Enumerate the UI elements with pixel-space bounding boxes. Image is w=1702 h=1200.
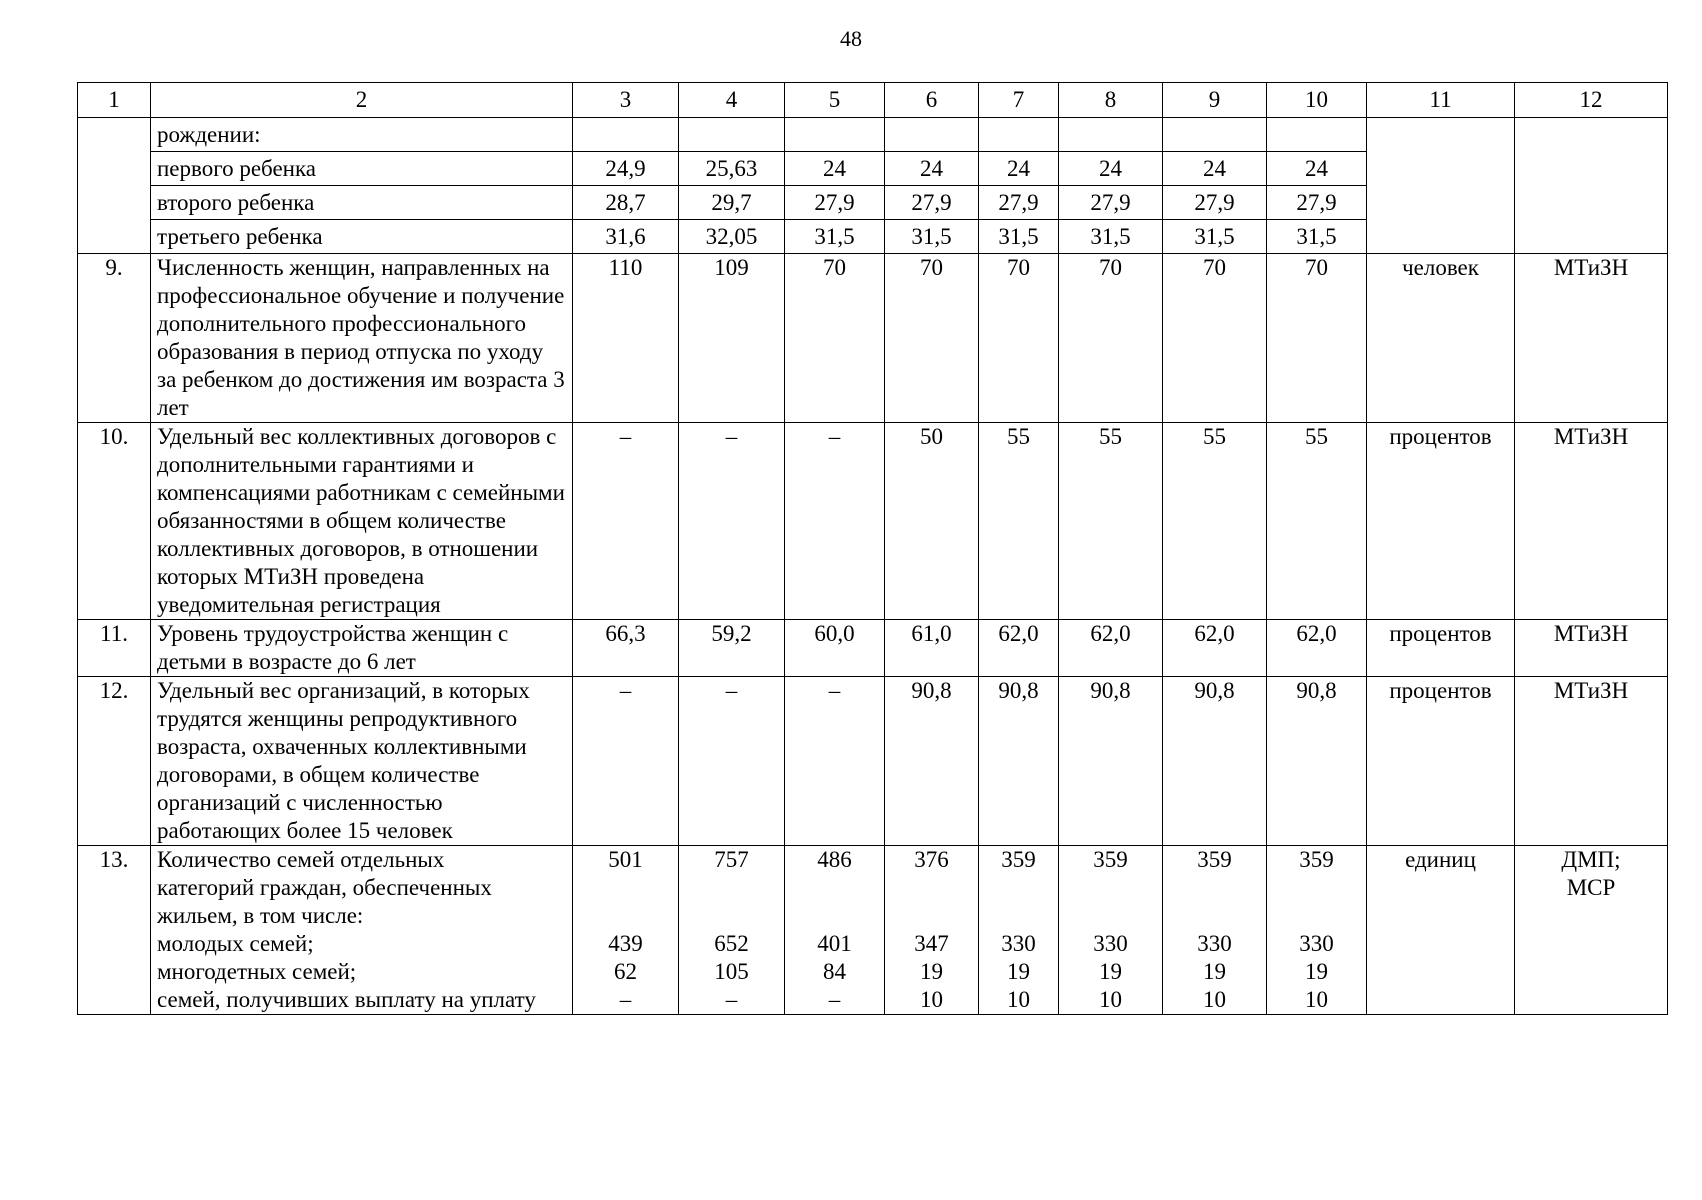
table-row: [78, 846, 1668, 1015]
value-lines: [791, 846, 878, 1014]
description-line: Количество семей отдельных: [157, 847, 445, 872]
value-cell: 62,0: [1059, 620, 1163, 677]
column-number-cell: 8: [1059, 83, 1163, 118]
column-number-cell: 6: [885, 83, 979, 118]
executor-cell: МТиЗН: [1515, 620, 1668, 677]
value-line: [791, 874, 878, 902]
value-line: 19: [1099, 959, 1122, 984]
value-line: [985, 874, 1052, 902]
column-number-cell: 10: [1267, 83, 1367, 118]
value-cell: 27,9: [785, 186, 885, 220]
description-line: категорий граждан, обеспеченных: [157, 875, 492, 900]
value-line: 359: [1197, 847, 1232, 872]
value-cell: 27,9: [1267, 186, 1367, 220]
value-cell: 62,0: [1163, 620, 1267, 677]
description-lines: [157, 846, 566, 1014]
value-cell: [573, 846, 679, 1015]
row-number-cell: 12.: [78, 677, 151, 846]
value-line: 486: [817, 847, 852, 872]
value-cell: 90,8: [1059, 677, 1163, 846]
value-cell: 31,5: [979, 220, 1059, 254]
row-description: [151, 846, 573, 1015]
value-line: 757: [714, 847, 749, 872]
value-line: 19: [1305, 959, 1328, 984]
value-line: [579, 874, 672, 902]
column-number-cell: 7: [979, 83, 1059, 118]
indicators-table: [77, 82, 1668, 1015]
value-line: [1273, 902, 1360, 930]
value-line: 19: [920, 959, 943, 984]
executor-lines: [1521, 846, 1661, 902]
row-description: третьего ребенка: [151, 220, 573, 254]
value-cell: 25,63: [679, 152, 785, 186]
row-number-cell: [78, 118, 151, 254]
value-line: 330: [1001, 931, 1036, 956]
column-number-cell: 1: [78, 83, 151, 118]
table-row: [78, 620, 1668, 677]
row-number-cell: 10.: [78, 423, 151, 620]
value-lines: [685, 846, 778, 1014]
table-row: [78, 254, 1668, 423]
table-row: [78, 677, 1668, 846]
value-line: –: [619, 987, 632, 1012]
value-line: 501: [608, 847, 643, 872]
value-cell: 31,5: [1059, 220, 1163, 254]
value-line: [891, 874, 972, 902]
value-line: 105: [714, 959, 749, 984]
column-number-cell: 9: [1163, 83, 1267, 118]
value-line: 359: [1093, 847, 1128, 872]
value-line: –: [828, 987, 841, 1012]
value-cell: 55: [979, 423, 1059, 620]
value-line: [1065, 902, 1156, 930]
value-line: [579, 902, 672, 930]
value-cell: [1163, 846, 1267, 1015]
value-cell: 27,9: [979, 186, 1059, 220]
value-cell: 70: [785, 254, 885, 423]
value-line: [791, 902, 878, 930]
value-cell: 70: [885, 254, 979, 423]
value-lines: [1273, 846, 1360, 1014]
row-description: рождении:: [151, 118, 573, 152]
value-line: 19: [1203, 959, 1226, 984]
value-cell: 55: [1059, 423, 1163, 620]
executor-cell: МТиЗН: [1515, 254, 1668, 423]
value-cell: [785, 118, 885, 152]
column-number-row: [78, 83, 1668, 118]
value-cell: 32,05: [679, 220, 785, 254]
value-cell: 55: [1163, 423, 1267, 620]
value-cell: 31,6: [573, 220, 679, 254]
value-cell: 24: [1267, 152, 1367, 186]
value-lines: [579, 846, 672, 1014]
unit-cell: процентов: [1367, 423, 1515, 620]
value-cell: 90,8: [1267, 677, 1367, 846]
value-cell: 62,0: [979, 620, 1059, 677]
executor-line: МСР: [1566, 875, 1616, 900]
value-line: 10: [1099, 987, 1122, 1012]
value-cell: –: [785, 677, 885, 846]
value-cell: 61,0: [885, 620, 979, 677]
unit-cell: процентов: [1367, 620, 1515, 677]
value-line: 359: [1299, 847, 1334, 872]
value-cell: 109: [679, 254, 785, 423]
value-line: [891, 902, 972, 930]
executor-cell: МТиЗН: [1515, 423, 1668, 620]
value-line: [1169, 874, 1260, 902]
value-cell: [573, 118, 679, 152]
value-cell: 31,5: [1267, 220, 1367, 254]
value-cell: 31,5: [785, 220, 885, 254]
value-cell: 31,5: [1163, 220, 1267, 254]
value-cell: 110: [573, 254, 679, 423]
value-cell: 66,3: [573, 620, 679, 677]
value-lines: [1169, 846, 1260, 1014]
description-line: молодых семей;: [157, 931, 314, 956]
value-cell: 70: [1163, 254, 1267, 423]
value-cell: [785, 846, 885, 1015]
row-number-cell: 13.: [78, 846, 151, 1015]
unit-cell: человек: [1367, 254, 1515, 423]
value-cell: [1059, 846, 1163, 1015]
value-cell: 50: [885, 423, 979, 620]
value-line: [985, 902, 1052, 930]
column-number-cell: 12: [1515, 83, 1668, 118]
value-cell: [979, 118, 1059, 152]
value-cell: 55: [1267, 423, 1367, 620]
value-cell: 27,9: [885, 186, 979, 220]
description-line: многодетных семей;: [157, 959, 357, 984]
value-cell: 70: [1267, 254, 1367, 423]
value-line: [1273, 874, 1360, 902]
value-lines: [985, 846, 1052, 1014]
value-cell: –: [573, 677, 679, 846]
unit-cell: процентов: [1367, 677, 1515, 846]
value-cell: 27,9: [1059, 186, 1163, 220]
value-line: 330: [1093, 931, 1128, 956]
column-number-cell: 3: [573, 83, 679, 118]
column-number-cell: 4: [679, 83, 785, 118]
value-cell: 60,0: [785, 620, 885, 677]
value-line: [685, 874, 778, 902]
value-cell: 90,8: [979, 677, 1059, 846]
value-cell: 90,8: [1163, 677, 1267, 846]
column-number-cell: 2: [151, 83, 573, 118]
value-cell: 29,7: [679, 186, 785, 220]
row-description: Удельный вес организаций, в которых трудятся женщины репродуктивного возраста, охваченных коллективными договорами, в общем количестве организаций с численностью работающих более 15 человек: [151, 677, 573, 846]
executor-cell: [1515, 846, 1668, 1015]
row-number-cell: 11.: [78, 620, 151, 677]
value-line: [685, 902, 778, 930]
value-line: [1169, 902, 1260, 930]
value-cell: 24: [885, 152, 979, 186]
value-cell: 62,0: [1267, 620, 1367, 677]
value-cell: [679, 118, 785, 152]
value-cell: 24: [785, 152, 885, 186]
description-line: жильем, в том числе:: [157, 903, 364, 928]
column-number-cell: 5: [785, 83, 885, 118]
value-line: [1065, 874, 1156, 902]
executor-line: ДМП;: [1561, 847, 1621, 872]
unit-cell: [1367, 118, 1515, 254]
value-cell: [885, 846, 979, 1015]
row-number-cell: 9.: [78, 254, 151, 423]
value-cell: –: [679, 423, 785, 620]
row-description: Удельный вес коллективных договоров с дополнительными гарантиями и компенсациями работникам с семейными обязанностями в общем количестве коллективных договоров, в отношении которых МТиЗН проведена уведомительная регистрация: [151, 423, 573, 620]
table-row: [78, 118, 1668, 152]
row-description: второго ребенка: [151, 186, 573, 220]
value-line: –: [725, 987, 738, 1012]
value-line: 359: [1001, 847, 1036, 872]
value-cell: [679, 846, 785, 1015]
value-line: 330: [1299, 931, 1334, 956]
value-line: 652: [714, 931, 749, 956]
value-lines: [891, 846, 972, 1014]
value-line: 10: [920, 987, 943, 1012]
value-line: 19: [1007, 959, 1030, 984]
value-cell: 31,5: [885, 220, 979, 254]
column-number-cell: 11: [1367, 83, 1515, 118]
value-cell: [1267, 846, 1367, 1015]
value-cell: 27,9: [1163, 186, 1267, 220]
value-line: 10: [1007, 987, 1030, 1012]
unit-cell: единиц: [1367, 846, 1515, 1015]
value-line: 84: [823, 959, 846, 984]
row-description: Численность женщин, направленных на профессиональное обучение и получение дополнительного профессионального образования в период отпуска по уходу за ребенком до достижения им возраста 3 лет: [151, 254, 573, 423]
value-cell: –: [785, 423, 885, 620]
value-cell: 70: [979, 254, 1059, 423]
value-cell: 24: [1163, 152, 1267, 186]
value-line: 62: [614, 959, 637, 984]
value-cell: 28,7: [573, 186, 679, 220]
value-line: 376: [914, 847, 949, 872]
value-cell: 70: [1059, 254, 1163, 423]
page-number: 48: [840, 26, 862, 51]
table-row: [78, 423, 1668, 620]
row-description: первого ребенка: [151, 152, 573, 186]
value-cell: [885, 118, 979, 152]
value-cell: –: [573, 423, 679, 620]
value-line: 347: [914, 931, 949, 956]
value-line: 10: [1305, 987, 1328, 1012]
value-cell: [979, 846, 1059, 1015]
value-line: 10: [1203, 987, 1226, 1012]
value-line: 330: [1197, 931, 1232, 956]
value-cell: 24,9: [573, 152, 679, 186]
value-cell: 90,8: [885, 677, 979, 846]
value-cell: [1163, 118, 1267, 152]
row-description: Уровень трудоустройства женщин с детьми в возрасте до 6 лет: [151, 620, 573, 677]
description-line: семей, получивших выплату на уплату: [157, 987, 536, 1012]
value-cell: 24: [979, 152, 1059, 186]
value-line: 439: [608, 931, 643, 956]
executor-cell: [1515, 118, 1668, 254]
value-lines: [1065, 846, 1156, 1014]
value-cell: [1059, 118, 1163, 152]
value-cell: 24: [1059, 152, 1163, 186]
value-cell: 59,2: [679, 620, 785, 677]
value-cell: [1267, 118, 1367, 152]
value-cell: –: [679, 677, 785, 846]
value-line: 401: [817, 931, 852, 956]
executor-cell: МТиЗН: [1515, 677, 1668, 846]
